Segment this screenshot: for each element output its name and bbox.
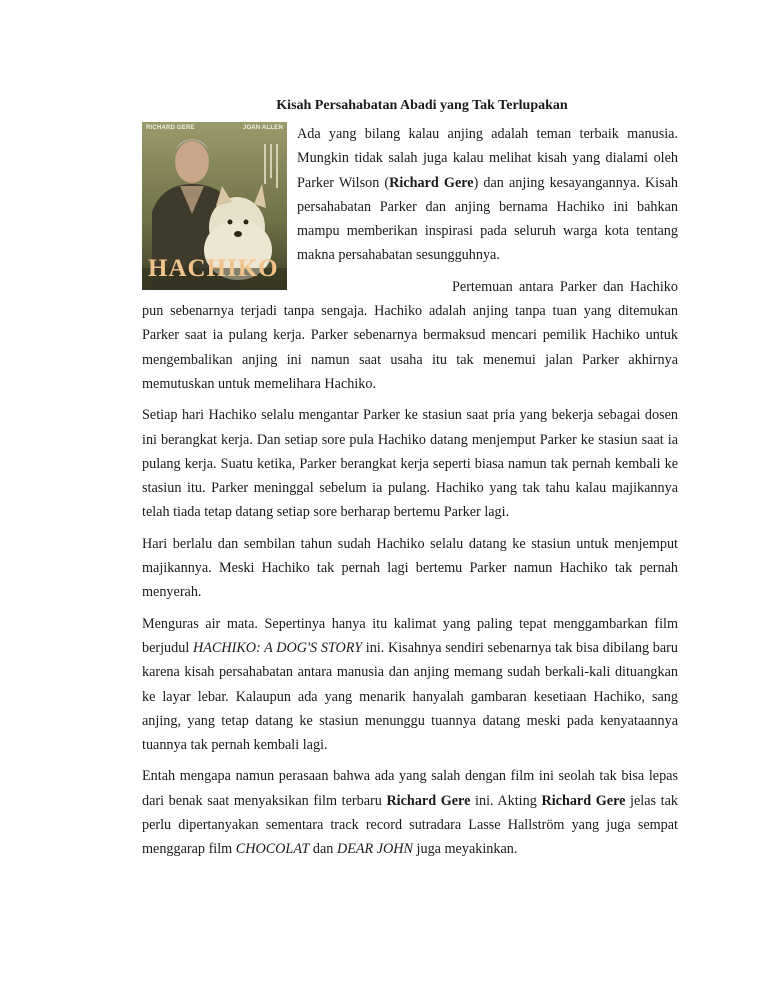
p5-italic-title: HACHIKO: A DOG'S STORY — [192, 639, 363, 656]
paragraph-4: Hari berlalu dan sembilan tahun sudah Hachiko selalu datang ke stasiun untuk menjemput majikannya. Meski Hachiko tak pernah lagi bertemu Parker namun Hachiko tak pernah menyerah. — [142, 535, 678, 601]
p1-text-2: ) dan anjing kesayangannya. Kisah persahabatan Parker dan anjing bernama Hachiko ini bahkan mampu memberikan inspirasi pada seluruh warga kota tentang makna persahabatan sesungguhnya. — [297, 174, 678, 264]
p6-italic-2: DEAR JOHN — [336, 841, 413, 858]
p6-text-1: Entah mengapa namun perasaan bahwa ada yang salah dengan film ini seolah tak bisa lepas dari benak saat menyaksikan film terbaru — [142, 768, 678, 809]
p5-text-1: Menguras air mata. Sepertinya hanya itu kalimat yang paling tepat menggambarkan film berjudul — [142, 615, 678, 656]
p6-text-3: jelas tak perlu dipertanyakan sementara track record sutradara Lasse Hallström yang juga sempat menggarap film — [142, 792, 679, 858]
paragraph-5 — [142, 612, 678, 758]
p1-bold-richard-gere: Richard Gere — [389, 174, 474, 191]
document-page — [142, 96, 678, 869]
movie-poster-image — [142, 122, 287, 290]
paragraph-3: Setiap hari Hachiko selalu mengantar Parker ke stasiun saat pria yang bekerja sebagai dosen ini berangkat kerja. Dan setiap sore pula Hachiko datang menjemput Parker ke stasiun saat ia pulang kerja. Suatu ketika, Parker berangkat kerja seperti biasa namun tak pernah kembali ke stasiun itu. Parker meninggal sebelum ia pulang. Hachiko yang tak tahu kalau majikannya telah tiada tetap datang setiap sore berharap bertemu Parker lagi. — [142, 407, 678, 521]
p6-bold-1: Richard Gere — [386, 792, 471, 809]
p6-text-2: ini. Akting — [470, 792, 542, 809]
paragraph-6 — [142, 764, 678, 861]
p5-text-2: ini. Kisahnya sendiri sebenarnya tak bisa dibilang baru karena kisah persahabatan antara manusia dan anjing memang sudah berkali-kali dituangkan ke layar lebar. Kalaupun ada yang menarik hanyalah gambaran kesetiaan Hachiko, sang anjing, yang tetap datang ke stasiun menunggu tuannya datang meski pada kenyataannya tuannya tak pernah kembali lagi. — [142, 639, 678, 754]
p6-text-4: dan — [309, 841, 337, 858]
poster-actor-left: RICHARD GERE — [146, 125, 195, 131]
poster-logo: HACHIKO — [148, 255, 279, 282]
p6-text-5: juga meyakinkan. — [413, 841, 518, 858]
paragraph-2: Pertemuan antara Parker dan Hachiko pun sebenarnya terjadi tanpa sengaja. Hachiko adalah anjing tanpa tuan yang ditemukan Parker saat ia pulang kerja. Parker sebenarnya bermaksud mencari pemilik Hachiko untuk mengembalikan anjing ini namun saat usaha itu tak menemui jalan Parker akhirnya memutuskan untuk memelihara Hachiko. — [142, 278, 678, 392]
p6-italic-1: CHOCOLAT — [235, 841, 310, 858]
p1-text-1: Ada yang bilang kalau anjing adalah teman terbaik manusia. Mungkin tidak salah juga kalau melihat kisah yang dialami oleh Parker Wilson ( — [297, 126, 678, 191]
article-title: Kisah Persahabatan Abadi yang Tak Terlupakan — [276, 98, 568, 113]
p6-bold-2: Richard Gere — [541, 792, 626, 809]
poster-actor-right: JOAN ALLEN — [242, 125, 283, 131]
